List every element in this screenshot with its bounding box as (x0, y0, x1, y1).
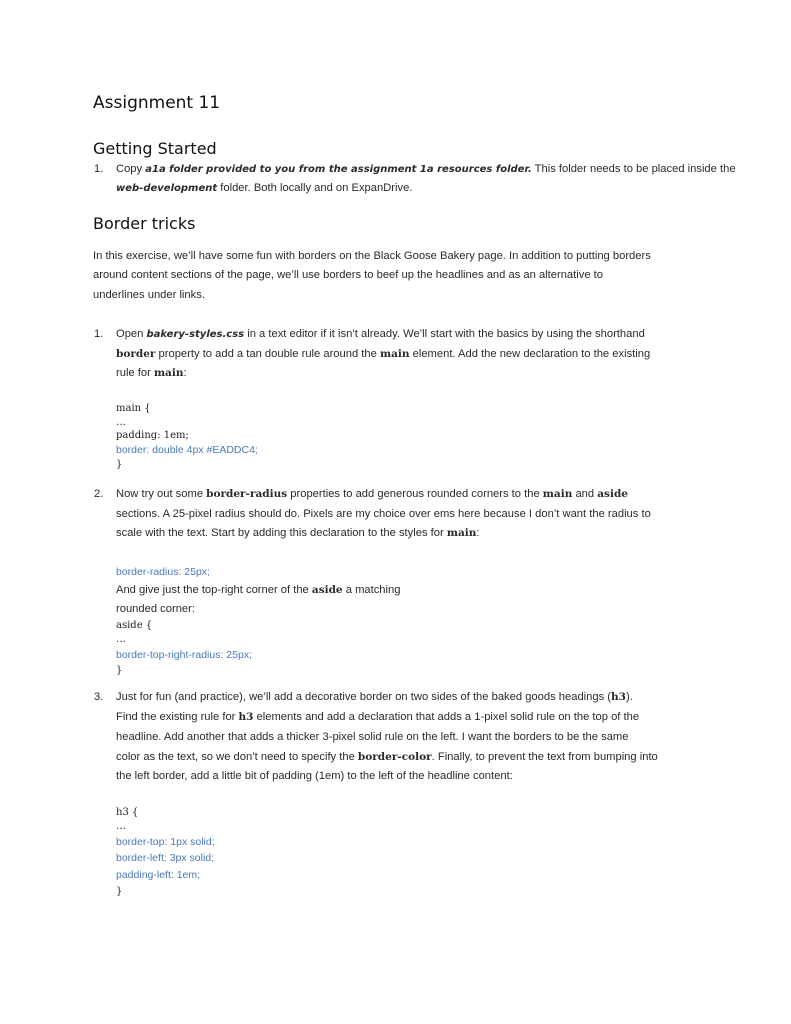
list-item-text: sections. A 25-pixel radius should do. Pixels are my choice over ems here because I don’t want the radius to (116, 508, 651, 520)
code-line-highlight: border-radius: 25px; (116, 566, 210, 578)
list-number: 1. (94, 328, 104, 340)
code-line: } (116, 459, 123, 470)
code-line: h3 { (116, 807, 139, 818)
code-line-highlight: border: double 4px #EADDC4; (116, 444, 258, 456)
list-item-text: rounded corner: (116, 603, 195, 615)
list-item-text: Copy a1a folder provided to you from the assignment 1a resources folder. This folder needs to be placed inside the (116, 163, 736, 175)
list-number: 1. (94, 163, 104, 175)
list-item-text: the left border, add a little bit of padding (1em) to the left of the headline content: (116, 770, 513, 782)
code-line-highlight: border-left: 3px solid; (116, 852, 215, 864)
paragraph-line: underlines under links. (93, 289, 205, 301)
code-line: main { (116, 403, 151, 414)
code-line: padding: 1em; (116, 430, 189, 441)
list-item-text: Now try out some border-radius properties to add generous rounded corners to the main and aside (116, 488, 628, 500)
list-item-text: border property to add a tan double rule around the main element. Add the new declaration to the existing (116, 348, 651, 360)
section-heading-getting-started: Getting Started (93, 139, 217, 158)
code-line-highlight: border-top: 1px solid; (116, 836, 215, 848)
code-line: aside { (116, 620, 153, 631)
paragraph-line: around content sections of the page, we’ll use borders to beef up the headlines and as an alternative to (93, 269, 603, 281)
list-item-text: And give just the top-right corner of the aside a matching (116, 584, 401, 596)
paragraph-line: In this exercise, we’ll have some fun with borders on the Black Goose Bakery page. In addition to putting borders (93, 250, 651, 262)
page-title: Assignment 11 (93, 93, 221, 113)
list-number: 2. (94, 488, 104, 500)
code-line: … (116, 821, 126, 832)
code-line: } (116, 665, 123, 676)
list-item-text: headline. Add another that adds a thicker 3-pixel solid rule on the left. I want the borders to be the same (116, 731, 629, 743)
list-item-text: Open bakery-styles.css in a text editor if it isn’t already. We’ll start with the basics by using the shorthand (116, 328, 645, 340)
list-number: 3. (94, 691, 104, 703)
list-item-text: rule for main: (116, 367, 187, 379)
list-item-text: Just for fun (and practice), we’ll add a decorative border on two sides of the baked goods headings (h3). (116, 691, 633, 703)
list-item-text: web-development folder. Both locally and on ExpanDrive. (116, 182, 413, 194)
code-line: … (116, 634, 126, 645)
code-line: … (116, 417, 126, 428)
list-item-text: Find the existing rule for h3 elements and add a declaration that adds a 1-pixel solid rule on the top of the (116, 711, 640, 723)
list-item-text: color as the text, so we don’t need to specify the border-color. Finally, to prevent the text from bumping into (116, 751, 658, 763)
code-line-highlight: padding-left: 1em; (116, 869, 201, 881)
list-item-text: scale with the text. Start by adding this declaration to the styles for main: (116, 527, 480, 539)
code-line-highlight: border-top-right-radius: 25px; (116, 649, 252, 661)
code-line: } (116, 886, 123, 897)
section-heading-border-tricks: Border tricks (93, 214, 196, 233)
